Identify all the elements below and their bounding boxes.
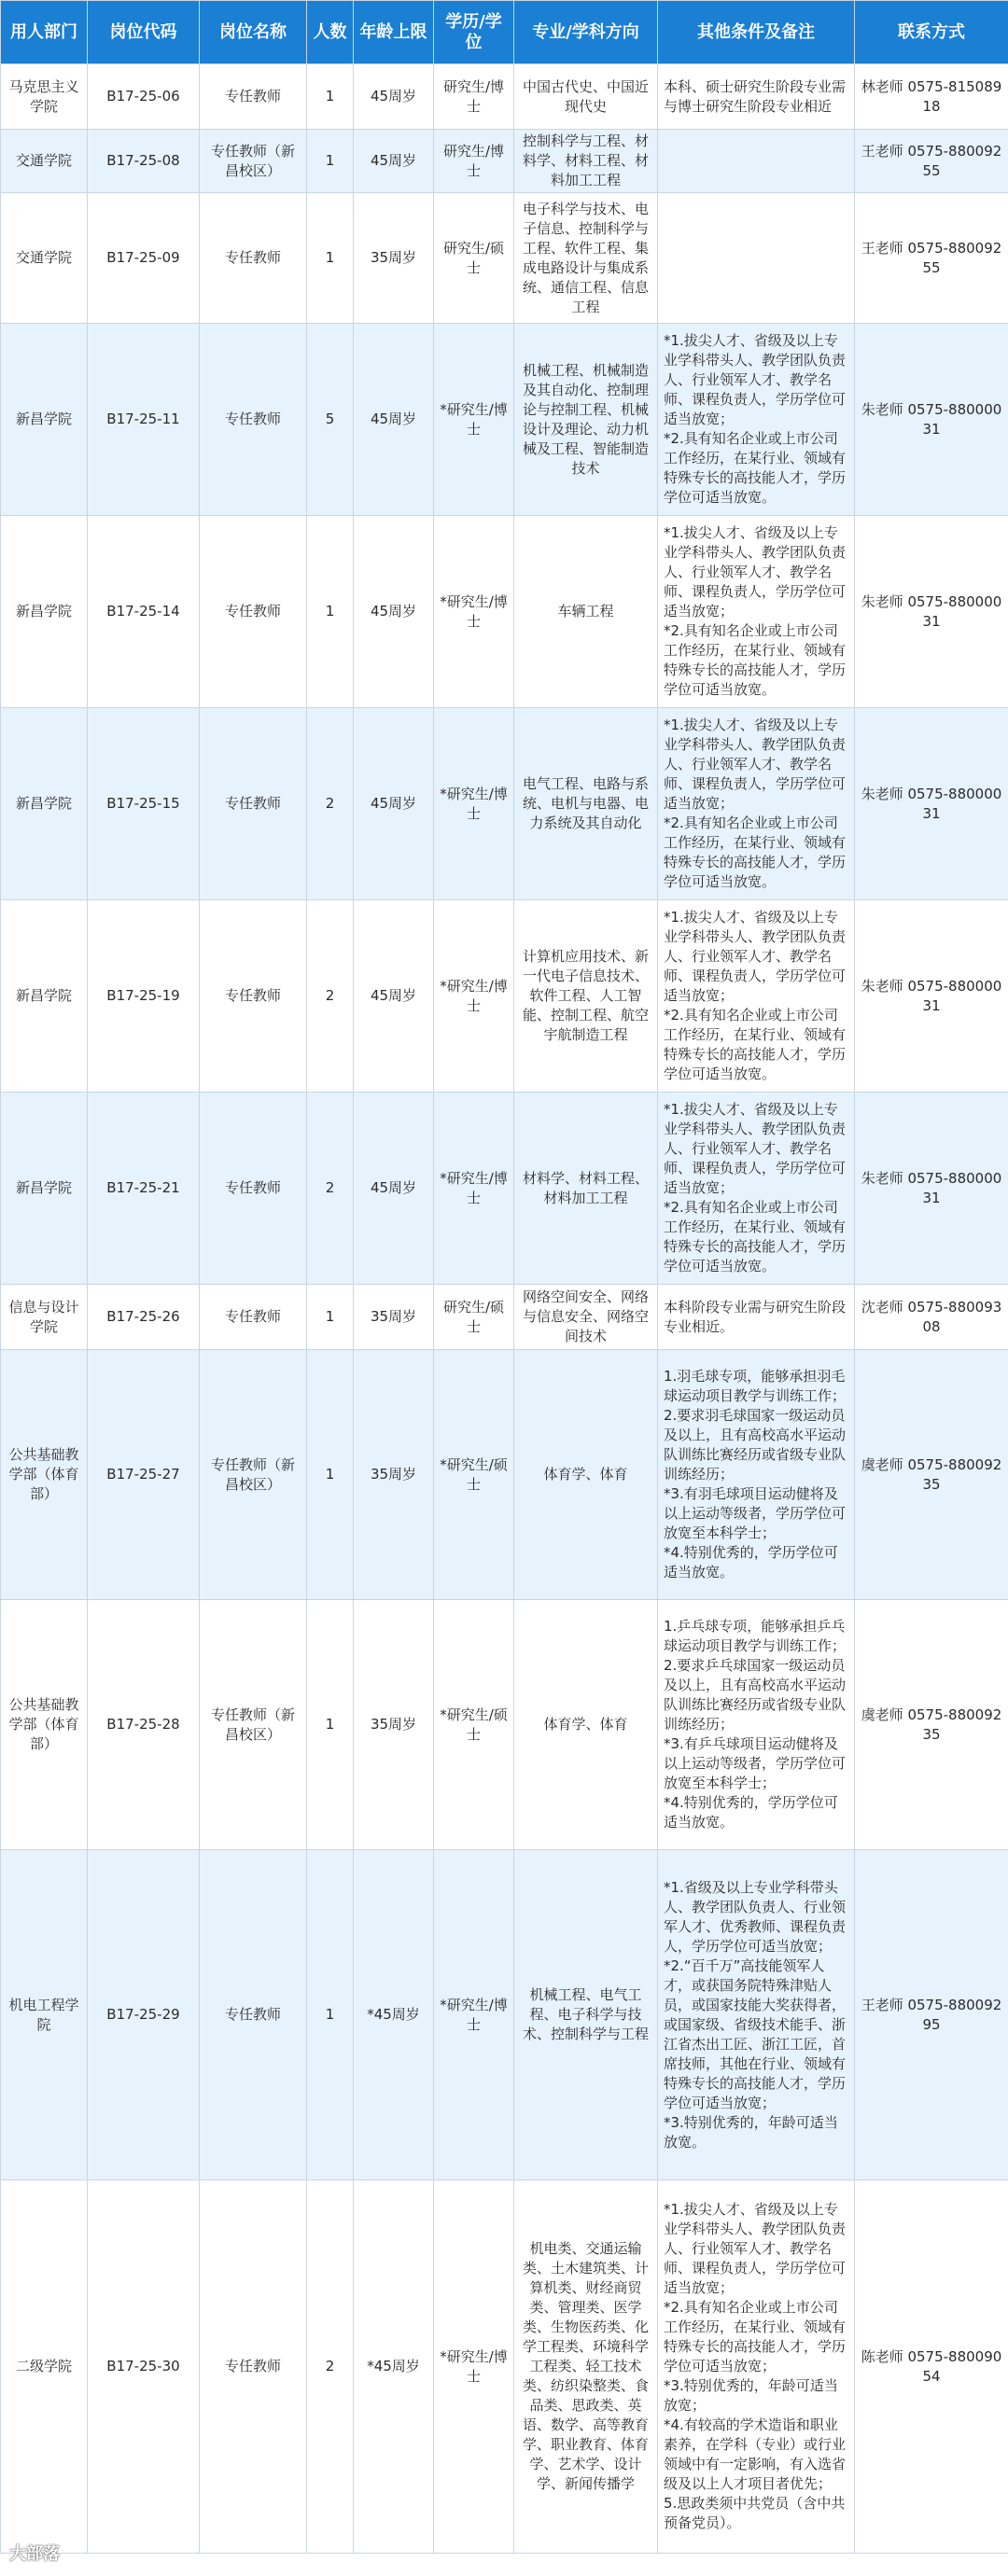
header-dept: 用人部门 (1, 1, 88, 64)
cell-major: 网络空间安全、网络与信息安全、网络空间技术 (514, 1285, 658, 1350)
cell-dept: 二级学院 (1, 2180, 88, 2554)
cell-edu: *研究生/博士 (434, 1850, 514, 2180)
cell-major: 体育学、体育 (514, 1600, 658, 1850)
table-row (1, 708, 1008, 900)
cell-contact: 朱老师 0575-88000031 (855, 1093, 1008, 1285)
cell-edu: 研究生/硕士 (434, 193, 514, 324)
cell-age: 45周岁 (354, 324, 434, 516)
cell-age: 45周岁 (354, 64, 434, 130)
cell-post: 专任教师 (200, 1093, 307, 1285)
table-row (1, 130, 1008, 193)
cell-code: B17-25-29 (88, 1850, 200, 2180)
header-num: 人数 (307, 1, 354, 64)
header-contact: 联系方式 (855, 1, 1008, 64)
cell-major: 车辆工程 (514, 516, 658, 708)
cell-code: B17-25-06 (88, 64, 200, 130)
cell-num: 1 (307, 130, 354, 193)
cell-contact: 王老师 0575-88009255 (855, 193, 1008, 324)
watermark-logo: 大部落 (9, 2544, 60, 2564)
cell-edu: *研究生/博士 (434, 900, 514, 1093)
table-row (1, 1850, 1008, 2180)
cell-major: 体育学、体育 (514, 1350, 658, 1600)
cell-num: 1 (307, 1850, 354, 2180)
cell-notes: *1.拔尖人才、省级及以上专业学科带头人、教学团队负责人、行业领军人才、教学名师、课程负责人，学历学位可适当放宽； *2.具有知名企业或上市公司工作经历，在某行业、领域有特殊专长的高技能人才，学历学位可适当放宽。 (658, 1093, 855, 1285)
cell-post: 专任教师 (200, 900, 307, 1093)
cell-code: B17-25-08 (88, 130, 200, 193)
cell-num: 1 (307, 1600, 354, 1850)
cell-age: *45周岁 (354, 1850, 434, 2180)
cell-notes: 本科、硕士研究生阶段专业需与博士研究生阶段专业相近 (658, 64, 855, 130)
cell-post: 专任教师（新昌校区） (200, 1350, 307, 1600)
cell-code: B17-25-27 (88, 1350, 200, 1600)
header-major: 专业/学科方向 (514, 1, 658, 64)
cell-notes (658, 193, 855, 324)
cell-post: 专任教师 (200, 324, 307, 516)
cell-contact: 朱老师 0575-88000031 (855, 708, 1008, 900)
cell-code: B17-25-14 (88, 516, 200, 708)
cell-major: 机械工程、机械制造及其自动化、控制理论与控制工程、机械设计及理论、动力机械及工程、智能制造技术 (514, 324, 658, 516)
table-row (1, 516, 1008, 708)
cell-num: 2 (307, 1093, 354, 1285)
cell-age: 35周岁 (354, 193, 434, 324)
table-row (1, 1600, 1008, 1850)
cell-notes: 1.羽毛球专项，能够承担羽毛球运动项目教学与训练工作； 2.要求羽毛球国家一级运动员及以上，且有高校高水平运动队训练比赛经历或省级专业队训练经历； *3.有羽毛球项目运动健将及以上运动等级者，学历学位可放宽至本科学士； *4.特别优秀的，学历学位可适当放宽。 (658, 1350, 855, 1600)
cell-edu: *研究生/博士 (434, 324, 514, 516)
table-row (1, 1285, 1008, 1350)
cell-post: 专任教师 (200, 516, 307, 708)
cell-contact: 沈老师 0575-88009308 (855, 1285, 1008, 1350)
cell-code: B17-25-09 (88, 193, 200, 324)
table-row (1, 900, 1008, 1093)
cell-age: 35周岁 (354, 1350, 434, 1600)
cell-contact: 王老师 0575-88009255 (855, 130, 1008, 193)
cell-dept: 新昌学院 (1, 708, 88, 900)
cell-dept: 信息与设计学院 (1, 1285, 88, 1350)
cell-age: 45周岁 (354, 130, 434, 193)
cell-code: B17-25-28 (88, 1600, 200, 1850)
cell-dept: 新昌学院 (1, 324, 88, 516)
cell-num: 1 (307, 1285, 354, 1350)
cell-notes: *1.拔尖人才、省级及以上专业学科带头人、教学团队负责人、行业领军人才、教学名师、课程负责人，学历学位可适当放宽； *2.具有知名企业或上市公司工作经历，在某行业、领域有特殊专长的高技能人才，学历学位可适当放宽。 (658, 900, 855, 1093)
cell-post: 专任教师（新昌校区） (200, 1600, 307, 1850)
cell-code: B17-25-30 (88, 2180, 200, 2554)
cell-dept: 交通学院 (1, 193, 88, 324)
cell-notes: *1.拔尖人才、省级及以上专业学科带头人、教学团队负责人、行业领军人才、教学名师、课程负责人，学历学位可适当放宽； *2.具有知名企业或上市公司工作经历，在某行业、领域有特殊专长的高技能人才，学历学位可适当放宽。 (658, 516, 855, 708)
cell-age: 45周岁 (354, 900, 434, 1093)
cell-dept: 公共基础教学部（体育部） (1, 1600, 88, 1850)
cell-major: 电子科学与技术、电子信息、控制科学与工程、软件工程、集成电路设计与集成系统、通信工程、信息工程 (514, 193, 658, 324)
header-code: 岗位代码 (88, 1, 200, 64)
cell-dept: 新昌学院 (1, 900, 88, 1093)
cell-num: 2 (307, 900, 354, 1093)
cell-num: 1 (307, 1350, 354, 1600)
cell-post: 专任教师 (200, 193, 307, 324)
cell-dept: 新昌学院 (1, 516, 88, 708)
cell-edu: 研究生/博士 (434, 64, 514, 130)
table-header-row (1, 1, 1008, 64)
cell-code: B17-25-15 (88, 708, 200, 900)
cell-edu: *研究生/硕士 (434, 1600, 514, 1850)
cell-notes (658, 130, 855, 193)
cell-edu: 研究生/博士 (434, 130, 514, 193)
cell-code: B17-25-19 (88, 900, 200, 1093)
cell-contact: 朱老师 0575-88000031 (855, 324, 1008, 516)
cell-post: 专任教师 (200, 1285, 307, 1350)
header-notes: 其他条件及备注 (658, 1, 855, 64)
cell-contact: 虞老师 0575-88009235 (855, 1600, 1008, 1850)
cell-code: B17-25-26 (88, 1285, 200, 1350)
cell-age: 45周岁 (354, 708, 434, 900)
cell-notes: 本科阶段专业需与研究生阶段专业相近。 (658, 1285, 855, 1350)
cell-contact: 林老师 0575-81508918 (855, 64, 1008, 130)
cell-major: 电气工程、电路与系统、电机与电器、电力系统及其自动化 (514, 708, 658, 900)
cell-major: 控制科学与工程、材料学、材料工程、材料加工工程 (514, 130, 658, 193)
cell-edu: *研究生/硕士 (434, 1350, 514, 1600)
cell-major: 机电类、交通运输类、土木建筑类、计算机类、财经商贸类、管理类、医学类、生物医药类、化学工程类、环境科学工程类、轻工技术类、纺织染整类、食品类、思政类、英语、数学、高等教育学、职业教育、体育学、艺术学、设计学、新闻传播学 (514, 2180, 658, 2554)
cell-contact: 虞老师 0575-88009235 (855, 1350, 1008, 1600)
cell-code: B17-25-11 (88, 324, 200, 516)
cell-num: 2 (307, 708, 354, 900)
cell-num: 1 (307, 193, 354, 324)
table-row (1, 1093, 1008, 1285)
header-edu: 学历/学位 (434, 1, 514, 64)
cell-edu: *研究生/博士 (434, 516, 514, 708)
cell-edu: *研究生/博士 (434, 1093, 514, 1285)
table-row (1, 193, 1008, 324)
cell-age: 35周岁 (354, 1285, 434, 1350)
cell-major: 材料学、材料工程、材料加工工程 (514, 1093, 658, 1285)
cell-age: 45周岁 (354, 1093, 434, 1285)
cell-contact: 朱老师 0575-88000031 (855, 900, 1008, 1093)
cell-dept: 机电工程学院 (1, 1850, 88, 2180)
cell-dept: 公共基础教学部（体育部） (1, 1350, 88, 1600)
cell-dept: 新昌学院 (1, 1093, 88, 1285)
cell-age: 45周岁 (354, 516, 434, 708)
cell-notes: *1.拔尖人才、省级及以上专业学科带头人、教学团队负责人、行业领军人才、教学名师、课程负责人，学历学位可适当放宽； *2.具有知名企业或上市公司工作经历，在某行业、领域有特殊专长的高技能人才，学历学位可适当放宽。 (658, 708, 855, 900)
cell-contact: 陈老师 0575-88009054 (855, 2180, 1008, 2554)
cell-post: 专任教师 (200, 64, 307, 130)
cell-notes: *1.拔尖人才、省级及以上专业学科带头人、教学团队负责人、行业领军人才、教学名师、课程负责人，学历学位可适当放宽； *2.具有知名企业或上市公司工作经历，在某行业、领域有特殊专长的高技能人才，学历学位可适当放宽； *3.特别优秀的，年龄可适当放宽； *4.有较高的学术造诣和职业素养，在学科（专业）或行业领域中有一定影响，有入选省级及以上人才项目者优先； 5.思政类须中共党员（含中共预备党员）。 (658, 2180, 855, 2554)
cell-notes: *1.拔尖人才、省级及以上专业学科带头人、教学团队负责人、行业领军人才、教学名师、课程负责人，学历学位可适当放宽； *2.具有知名企业或上市公司工作经历，在某行业、领域有特殊专长的高技能人才，学历学位可适当放宽。 (658, 324, 855, 516)
cell-post: 专任教师 (200, 708, 307, 900)
cell-edu: 研究生/硕士 (434, 1285, 514, 1350)
cell-contact: 朱老师 0575-88000031 (855, 516, 1008, 708)
cell-post: 专任教师（新昌校区） (200, 130, 307, 193)
cell-notes: *1.省级及以上专业学科带头人、教学团队负责人、行业领军人才、优秀教师、课程负责人，学历学位可适当放宽； *2.“百千万”高技能领军人才，或获国务院特殊津贴人员，或国家技能大奖获得者，或国家级、省级技术能手、浙江省杰出工匠、浙江工匠，首席技师，其他在行业、领域有特殊专长的高技能人才，学历学位可适当放宽； *3.特别优秀的，年龄可适当放宽。 (658, 1850, 855, 2180)
cell-notes: 1.乒乓球专项，能够承担乒乓球运动项目教学与训练工作； 2.要求乒乓球国家一级运动员及以上，且有高校高水平运动队训练比赛经历或省级专业队训练经历； *3.有乒乓球项目运动健将及以上运动等级者，学历学位可放宽至本科学士； *4.特别优秀的，学历学位可适当放宽。 (658, 1600, 855, 1850)
cell-major: 计算机应用技术、新一代电子信息技术、软件工程、人工智能、控制工程、航空宇航制造工程 (514, 900, 658, 1093)
cell-major: 机械工程、电气工程、电子科学与技术、控制科学与工程 (514, 1850, 658, 2180)
table-row (1, 1350, 1008, 1600)
cell-num: 5 (307, 324, 354, 516)
cell-major: 中国古代史、中国近现代史 (514, 64, 658, 130)
table-row (1, 2180, 1008, 2554)
cell-dept: 交通学院 (1, 130, 88, 193)
cell-edu: *研究生/博士 (434, 2180, 514, 2554)
header-post: 岗位名称 (200, 1, 307, 64)
cell-contact: 王老师 0575-88009295 (855, 1850, 1008, 2180)
cell-post: 专任教师 (200, 2180, 307, 2554)
cell-num: 2 (307, 2180, 354, 2554)
header-age: 年龄上限 (354, 1, 434, 64)
cell-age: 35周岁 (354, 1600, 434, 1850)
cell-num: 1 (307, 64, 354, 130)
cell-age: *45周岁 (354, 2180, 434, 2554)
table-row (1, 64, 1008, 130)
cell-num: 1 (307, 516, 354, 708)
cell-edu: *研究生/博士 (434, 708, 514, 900)
cell-post: 专任教师 (200, 1850, 307, 2180)
cell-code: B17-25-21 (88, 1093, 200, 1285)
table-row (1, 324, 1008, 516)
cell-dept: 马克思主义学院 (1, 64, 88, 130)
